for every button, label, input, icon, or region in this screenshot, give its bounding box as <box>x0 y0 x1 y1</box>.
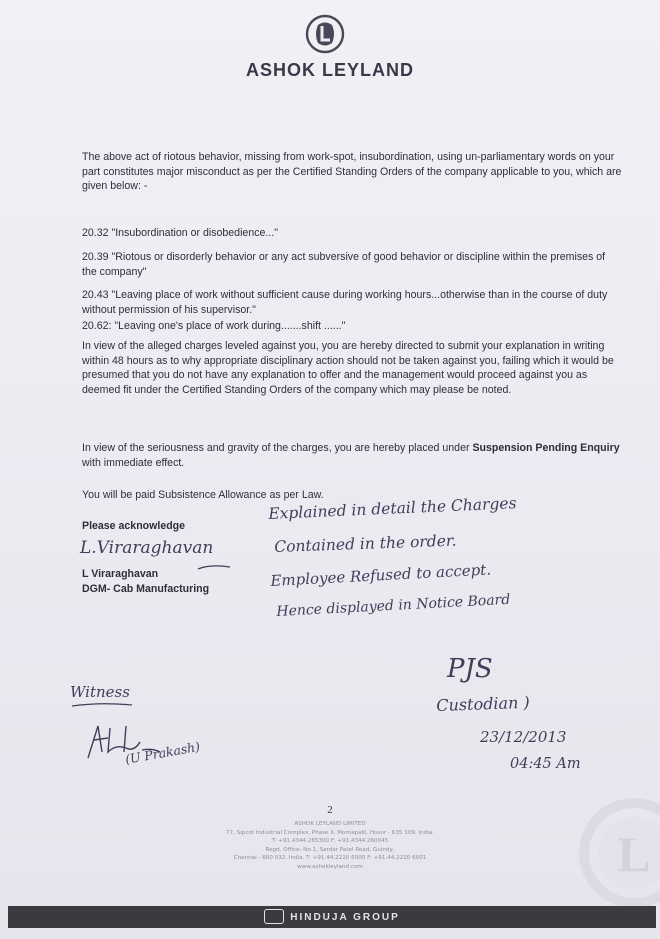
company-brand: ASHOK LEYLAND <box>245 60 414 80</box>
company-address-block: ASHOK LEYLAND LIMITED 77, Sipcot Industrial Complex, Phase II, Mornapalli, Hosur - 635 109, India. T: +91.4344.265300 F: +91.4344.260045 Regd. Office: No.1, Sardar Patel Road, Guindy, Chennai - 600 032, India. T: +91.44.2220 6000 F: +91.44.2220 6001 www.ashokleyland.com <box>225 821 434 870</box>
direction-paragraph: In view of the alleged charges leveled against you, you are hereby directed to submit your explanation in writing within 48 hours as to why appropriate disciplinary action should not be taken against you, failing which it would be presumed that you do not have any explanation to offer and the management would proceed against you as deemed fit under the Certified Standing Orders of the company which may please be noted. <box>82 340 614 396</box>
ashok-leyland-seal-icon <box>568 795 660 915</box>
clause-20-62: 20.62: "Leaving one's place of work during.......shift ......" <box>82 320 346 332</box>
group-label: HINDUJA GROUP <box>290 912 400 924</box>
handwritten-note-line-3: Employee Refused to accept. <box>270 560 492 590</box>
witness-caption: (U Prakash) <box>124 738 202 767</box>
clause-20-39: 20.39 "Riotous or disorderly behavior or any act subversive of good behavior or discipline within the premises of the company" <box>82 251 606 278</box>
custodian-role: Custodian ) <box>436 692 530 715</box>
custodian-date: 23/12/2013 <box>480 728 567 746</box>
intro-text: The above act of riotous behavior, missing from work-spot, insubordination, using un-parliamentary words on your part constitutes major misconduct as per the Certified Standing Orders of the company applicable to you, which are given below: - <box>82 151 622 192</box>
intro-paragraph <box>82 150 622 194</box>
suspension-paragraph: In view of the seriousness and gravity of the charges, you are hereby placed under Suspension Pending Enquiry with immediate effect. <box>82 442 620 469</box>
hinduja-logo-icon <box>264 909 284 924</box>
witness-signature-1: Witness <box>70 683 130 701</box>
custodian-time: 04:45 Am <box>510 756 581 772</box>
allowance-line: You will be paid Subsistence Allowance as per Law. <box>82 489 324 501</box>
signatory-name: L Viraraghavan <box>82 568 159 580</box>
seal-letter: L <box>617 826 651 882</box>
witness-underline <box>70 700 136 710</box>
suspension-emphasis: Suspension Pending Enquiry <box>472 442 620 454</box>
acknowledge-label: Please acknowledge <box>82 520 186 532</box>
clause-20-32: 20.32 "Insubordination or disobedience..." <box>82 227 278 239</box>
hinduja-group-bar <box>8 906 656 928</box>
clause-20-43: 20.43 "Leaving place of work without sufficient cause during working hours...otherwise than in the course of duty without permission of his supervisor." <box>82 289 608 316</box>
signatory-signature: L.Viraraghavan <box>80 538 214 558</box>
page-number: 2 <box>327 804 333 816</box>
group-label-wrap <box>8 910 656 925</box>
signatory-title: DGM- Cab Manufacturing <box>82 582 210 595</box>
handwritten-note-line-4: Hence displayed in Notice Board <box>276 591 511 620</box>
handwritten-note-line-1: Explained in detail the Charges <box>268 494 517 523</box>
custodian-initials: PJS <box>447 654 493 684</box>
signatory-block <box>82 567 282 596</box>
ashok-leyland-logo-icon <box>305 14 345 54</box>
handwritten-note-line-2: Contained in the order. <box>274 531 457 556</box>
